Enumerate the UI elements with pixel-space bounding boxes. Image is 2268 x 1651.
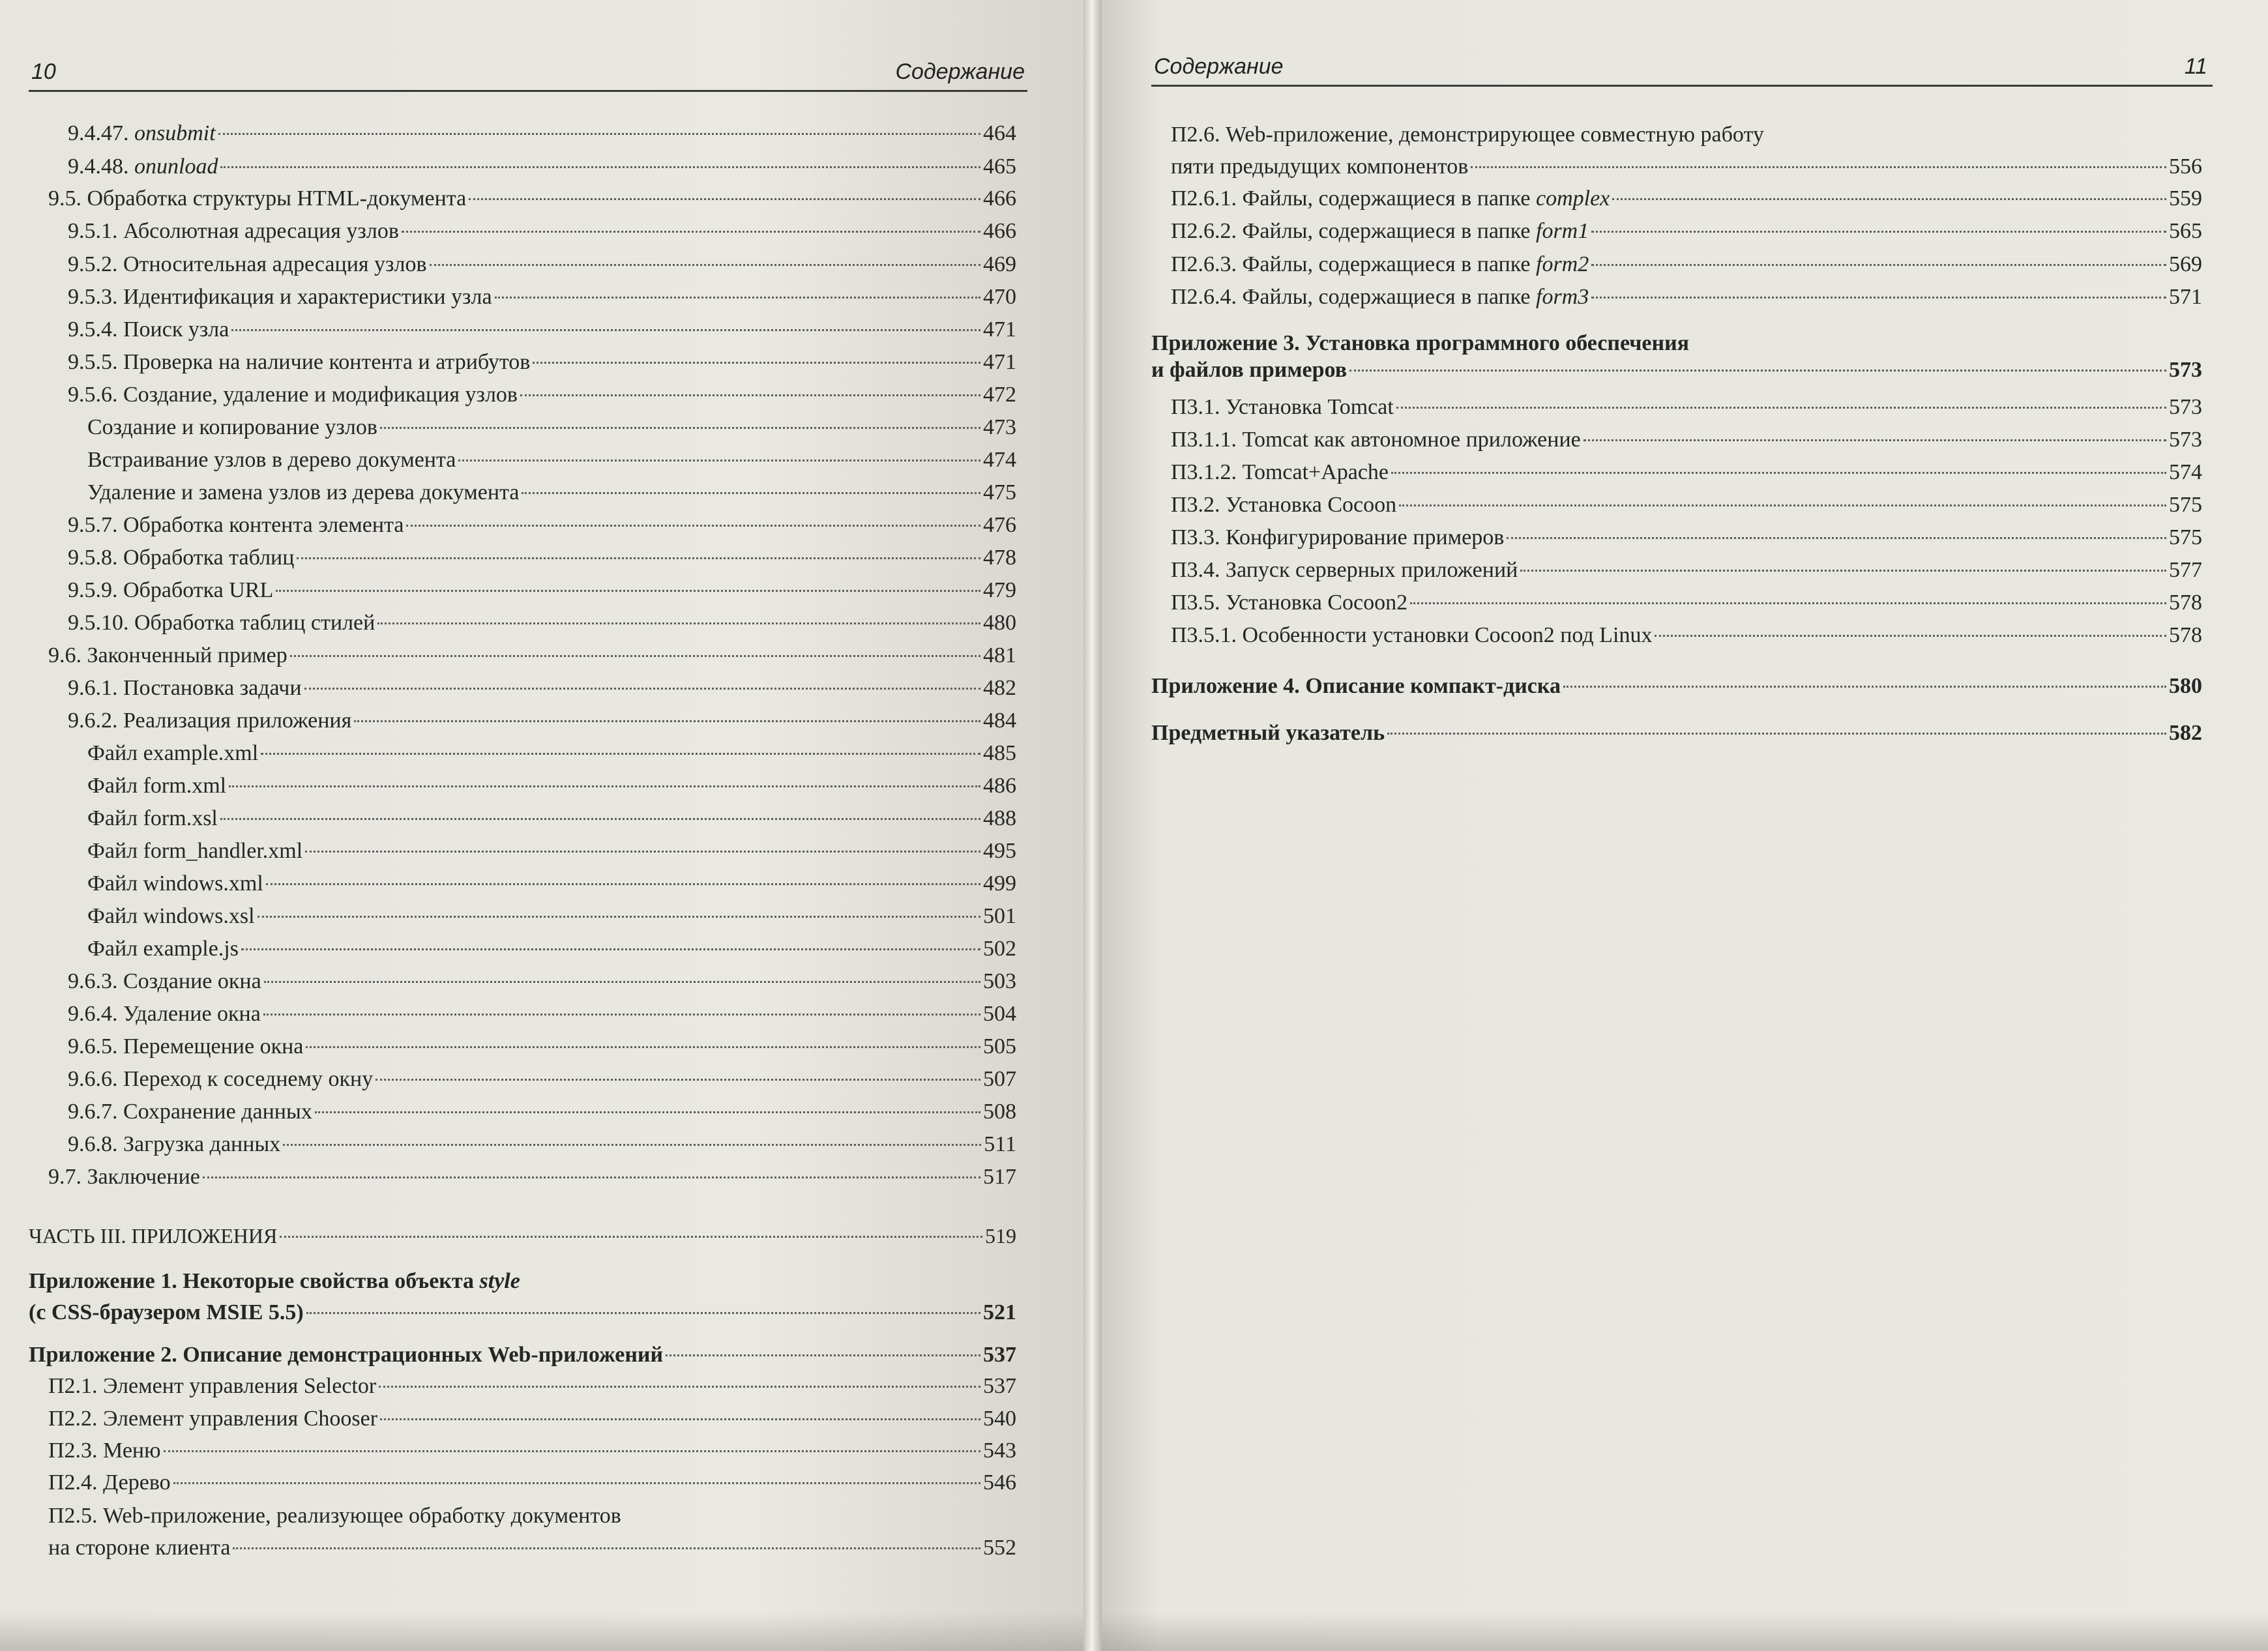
toc-page-number: 507 [983,1067,1016,1091]
toc-page-number: 505 [983,1034,1016,1059]
toc-page-number: 502 [983,937,1016,961]
toc-entry-title: Приложение 4. Описание компакт-диска [1151,674,1561,698]
toc-entry [1151,521,2202,554]
toc-entry [29,542,1016,574]
toc-entry [1151,554,2202,587]
toc-entry-title: П3.2. Установка Cocoon [1171,493,1397,517]
dot-leader [297,557,980,559]
toc-entry-title: Файл example.js [87,937,239,961]
toc-entry [29,117,1016,150]
toc-entry [1151,183,2202,215]
toc-page-number: 575 [2169,525,2202,549]
toc-entry [29,476,1016,509]
toc-page-number: 565 [2169,219,2202,243]
toc-page-number: 543 [983,1439,1016,1463]
toc-entry-title: 9.5.6. Создание, удаление и модификация узлов [68,383,518,407]
dot-leader [241,948,980,950]
toc-entry-title: П2.6.4. Файлы, содержащиеся в папке form3 [1171,285,1589,309]
toc-page-number: 488 [983,806,1016,830]
toc-page-number: 582 [2169,721,2202,745]
toc-page-number: 559 [2169,186,2202,211]
toc-entry-title: Приложение 2. Описание демонстрационных Web-приложений [29,1343,664,1367]
toc-entry [1151,424,2202,456]
toc-entry-title: П3.5. Установка Cocoon2 [1171,591,1408,615]
dot-leader [203,1176,980,1178]
toc-entry [29,802,1016,835]
toc-entry [29,607,1016,639]
dot-leader [1591,264,2166,266]
toc-entry [1151,119,2202,151]
toc-page-number: 517 [983,1165,1016,1189]
toc-page-number: 485 [983,741,1016,765]
toc-list-left [29,0,1016,1651]
running-title: Содержание [895,59,1025,84]
toc-page-number: 521 [983,1300,1016,1324]
toc-entry-title: Файл form.xsl [87,806,218,830]
toc-entry [29,215,1016,248]
dot-leader [229,785,980,787]
toc-entry [29,1296,1016,1329]
toc-page-number: 478 [983,546,1016,570]
toc-entry [1151,215,2202,248]
toc-entry [29,933,1016,965]
dot-leader [304,688,980,690]
toc-entry [29,574,1016,607]
toc-entry-title: Создание и копирование узлов [87,415,377,439]
toc-entry [29,1220,1016,1252]
toc-entry-title: Файл form_handler.xml [87,839,303,863]
dot-leader [380,427,980,429]
toc-entry [29,1128,1016,1161]
toc-entry [1151,354,2202,387]
toc-entry-title: (с CSS-браузером MSIE 5.5) [29,1300,304,1324]
toc-page-number: 519 [985,1224,1016,1248]
toc-entry-title: 9.5.7. Обработка контента элемента [68,513,404,537]
toc-entry-title: 9.6.8. Загрузка данных [68,1132,281,1156]
toc-page-number: 573 [2169,428,2202,452]
dot-leader [220,818,980,820]
toc-entry-title: ЧАСТЬ III. ПРИЛОЖЕНИЯ [29,1224,278,1248]
dot-leader [1520,570,2166,572]
dot-leader [1391,472,2166,474]
left-page [0,0,1083,1651]
dot-leader [1507,537,2166,539]
page-edge-shadow [1102,1612,2268,1651]
toc-page-number: 474 [983,448,1016,472]
toc-entry [29,183,1016,215]
dot-leader [280,1236,982,1238]
toc-entry-title: П2.5. Web-приложение, реализующее обработку документов [48,1504,621,1528]
dot-leader [354,720,980,722]
page-number: 10 [31,59,56,84]
toc-entry [29,1339,1016,1371]
toc-entry [29,900,1016,933]
toc-page-number: 495 [983,839,1016,863]
toc-entry-title: 9.5.1. Абсолютная адресация узлов [68,219,399,243]
dot-leader [233,1547,980,1549]
dot-leader [263,1014,980,1015]
dot-leader [406,525,980,527]
dot-leader [376,1079,980,1081]
toc-entry-title: П3.4. Запуск серверных приложений [1171,558,1518,582]
toc-list-right [1151,0,2202,1651]
toc-entry-title: 9.5.5. Проверка на наличие контента и атрибутов [68,350,531,374]
toc-page-number: 573 [2169,358,2202,382]
toc-entry-title: П3.1.2. Tomcat+Apache [1171,460,1389,484]
toc-entry [1151,670,2202,703]
toc-page-number: 503 [983,969,1016,993]
toc-entry [29,1096,1016,1128]
toc-entry [1151,391,2202,424]
dot-leader [666,1354,980,1356]
toc-page-number: 508 [983,1100,1016,1124]
toc-entry-title: 9.6.2. Реализация приложения [68,709,352,733]
toc-entry-title: 9.4.48. onunload [68,154,218,179]
toc-entry [29,1403,1016,1435]
right-page [1102,0,2268,1651]
dot-leader [220,166,980,168]
toc-page-number: 552 [983,1536,1016,1560]
dot-leader [458,460,980,461]
toc-entry-title: 9.5. Обработка структуры HTML-документа [48,186,467,211]
dot-leader [1563,686,2166,688]
dot-leader [173,1482,980,1484]
toc-entry [29,151,1016,183]
toc-entry-title: П2.6.3. Файлы, содержащиеся в папке form2 [1171,252,1589,276]
toc-entry-title: 9.5.8. Обработка таблиц [68,546,295,570]
toc-entry [29,314,1016,346]
dot-leader [264,981,980,983]
toc-entry [1151,456,2202,489]
dot-leader [1591,297,2166,299]
running-title: Содержание [1154,54,1284,79]
toc-page-number: 465 [983,154,1016,179]
toc-page-number: 578 [2169,623,2202,647]
toc-entry-title: 9.5.3. Идентификация и характеристики узла [68,285,492,309]
dot-leader [520,394,980,396]
toc-entry [29,444,1016,476]
dot-leader [377,622,980,624]
toc-page-number: 466 [983,186,1016,211]
dot-leader [1410,602,2166,604]
toc-page-number: 537 [983,1374,1016,1398]
toc-page-number: 464 [983,121,1016,145]
toc-entry-title: 9.6. Законченный пример [48,643,287,667]
toc-page-number: 484 [983,709,1016,733]
dot-leader [1655,635,2166,637]
dot-leader [522,492,980,494]
dot-leader [1612,198,2166,200]
dot-leader [231,329,980,331]
toc-entry-title: на стороне клиента [48,1536,231,1560]
toc-page-number: 479 [983,578,1016,602]
toc-entry [29,639,1016,672]
toc-page-number: 471 [983,317,1016,342]
toc-page-number: 577 [2169,558,2202,582]
toc-entry [1151,151,2202,183]
toc-entry [29,1265,1016,1298]
toc-entry-title: 9.6.5. Перемещение окна [68,1034,304,1059]
toc-page-number: 466 [983,219,1016,243]
toc-page-number: 537 [983,1343,1016,1367]
dot-leader [1583,439,2166,441]
toc-entry-title: Удаление и замена узлов из дерева документа [87,480,520,504]
toc-entry [29,770,1016,802]
toc-page-number: 501 [983,904,1016,928]
toc-page-number: 475 [983,480,1016,504]
toc-page-number: 472 [983,383,1016,407]
dot-leader [430,264,981,266]
toc-page-number: 471 [983,350,1016,374]
toc-entry-title: П2.4. Дерево [48,1470,171,1495]
toc-entry [29,346,1016,379]
toc-entry-title: 9.4.47. onsubmit [68,121,216,145]
toc-entry [29,737,1016,770]
dot-leader [258,916,980,918]
toc-entry-title: Приложение 1. Некоторые свойства объекта style [29,1269,520,1293]
toc-entry [29,509,1016,542]
toc-entry-title: Файл form.xml [87,774,227,798]
toc-page-number: 540 [983,1407,1016,1431]
toc-entry-title: 9.5.9. Обработка URL [68,578,274,602]
toc-entry-title: пяти предыдущих компонентов [1171,154,1469,179]
toc-entry [29,705,1016,737]
dot-leader [1591,231,2166,233]
toc-page-number: 481 [983,643,1016,667]
toc-entry [29,1435,1016,1467]
toc-page-number: 573 [2169,395,2202,419]
toc-page-number: 580 [2169,674,2202,698]
dot-leader [164,1450,980,1452]
page-number: 11 [2184,54,2207,79]
dot-leader [380,1418,980,1420]
toc-page-number: 575 [2169,493,2202,517]
toc-entry-title: 9.6.6. Переход к соседнему окну [68,1067,374,1091]
toc-entry-title: П3.3. Конфигурирование примеров [1171,525,1505,549]
toc-entry [29,1030,1016,1063]
toc-entry [1151,489,2202,521]
toc-entry [29,868,1016,900]
dot-leader [469,198,980,200]
toc-entry-title: 9.6.1. Постановка задачи [68,676,302,700]
book-gutter [1083,0,1102,1651]
dot-leader [402,231,980,233]
dot-leader [379,1386,980,1388]
toc-entry-title: 9.5.2. Относительная адресация узлов [68,252,427,276]
toc-page-number: 511 [984,1132,1016,1156]
toc-entry-title: Файл windows.xsl [87,904,255,928]
toc-entry [29,281,1016,314]
toc-entry [29,1500,1016,1532]
toc-page-number: 556 [2169,154,2202,179]
toc-entry [29,411,1016,444]
toc-entry-title: П2.6.2. Файлы, содержащиеся в папке form1 [1171,219,1589,243]
toc-entry-title: и файлов примеров [1151,358,1348,382]
dot-leader [306,1046,980,1048]
toc-page-number: 482 [983,676,1016,700]
dot-leader [290,655,980,657]
toc-page-number: 578 [2169,591,2202,615]
toc-entry [29,1370,1016,1403]
toc-entry [1151,717,2202,750]
toc-entry [1151,281,2202,314]
toc-page-number: 486 [983,774,1016,798]
toc-entry [1151,587,2202,619]
toc-entry-title: П3.5.1. Особенности установки Cocoon2 под Linux [1171,623,1653,647]
dot-leader [276,590,980,592]
toc-entry [29,672,1016,705]
toc-entry [29,998,1016,1030]
toc-entry [29,248,1016,281]
toc-entry [29,835,1016,868]
toc-page-number: 470 [983,285,1016,309]
dot-leader [1387,733,2166,735]
toc-page-number: 473 [983,415,1016,439]
dot-leader [1396,407,2166,409]
dot-leader [283,1144,981,1146]
toc-page-number: 480 [983,611,1016,635]
toc-entry-title: Приложение 3. Установка программного обеспечения [1151,331,1690,355]
dot-leader [266,883,980,885]
page-edge-shadow [0,1612,1083,1651]
toc-page-number: 499 [983,871,1016,896]
dot-leader [315,1111,980,1113]
toc-entry-title: 9.6.7. Сохранение данных [68,1100,312,1124]
toc-entry [29,1467,1016,1499]
toc-entry [1151,248,2202,281]
dot-leader [1399,504,2166,506]
toc-page-number: 574 [2169,460,2202,484]
toc-entry-title: Встраивание узлов в дерево документа [87,448,456,472]
dot-leader [306,1312,980,1314]
toc-page-number: 504 [983,1002,1016,1026]
toc-page-number: 571 [2169,285,2202,309]
toc-entry [29,1161,1016,1193]
toc-page-number: 546 [983,1470,1016,1495]
toc-entry-title: П2.1. Элемент управления Selector [48,1374,377,1398]
dot-leader [218,133,980,135]
toc-page-number: 569 [2169,252,2202,276]
toc-entry-title: П2.6.1. Файлы, содержащиеся в папке complex [1171,186,1610,211]
toc-entry-title: 9.6.4. Удаление окна [68,1002,261,1026]
toc-entry-title: Предметный указатель [1151,721,1385,745]
toc-page-number: 476 [983,513,1016,537]
toc-entry-title: П2.6. Web-приложение, демонстрирующее совместную работу [1171,123,1764,147]
toc-entry-title: Файл example.xml [87,741,259,765]
toc-entry-title: П3.1. Установка Tomcat [1171,395,1394,419]
toc-entry-title: 9.6.3. Создание окна [68,969,261,993]
toc-entry-title: П2.2. Элемент управления Chooser [48,1407,378,1431]
dot-leader [305,851,980,853]
toc-entry [29,965,1016,998]
toc-entry-title: 9.5.4. Поиск узла [68,317,229,342]
toc-entry [29,379,1016,411]
toc-entry-title: П3.1.1. Tomcat как автономное приложение [1171,428,1581,452]
toc-entry-title: П2.3. Меню [48,1439,161,1463]
toc-page-number: 469 [983,252,1016,276]
toc-entry-title: Файл windows.xml [87,871,263,896]
toc-entry [1151,619,2202,652]
dot-leader [261,753,980,755]
toc-entry [29,1063,1016,1096]
toc-entry [29,1532,1016,1564]
dot-leader [1471,166,2166,168]
dot-leader [1349,370,2166,372]
dot-leader [533,362,980,364]
dot-leader [495,297,980,299]
toc-entry-title: 9.5.10. Обработка таблиц стилей [68,611,376,635]
toc-entry-title: 9.7. Заключение [48,1165,200,1189]
